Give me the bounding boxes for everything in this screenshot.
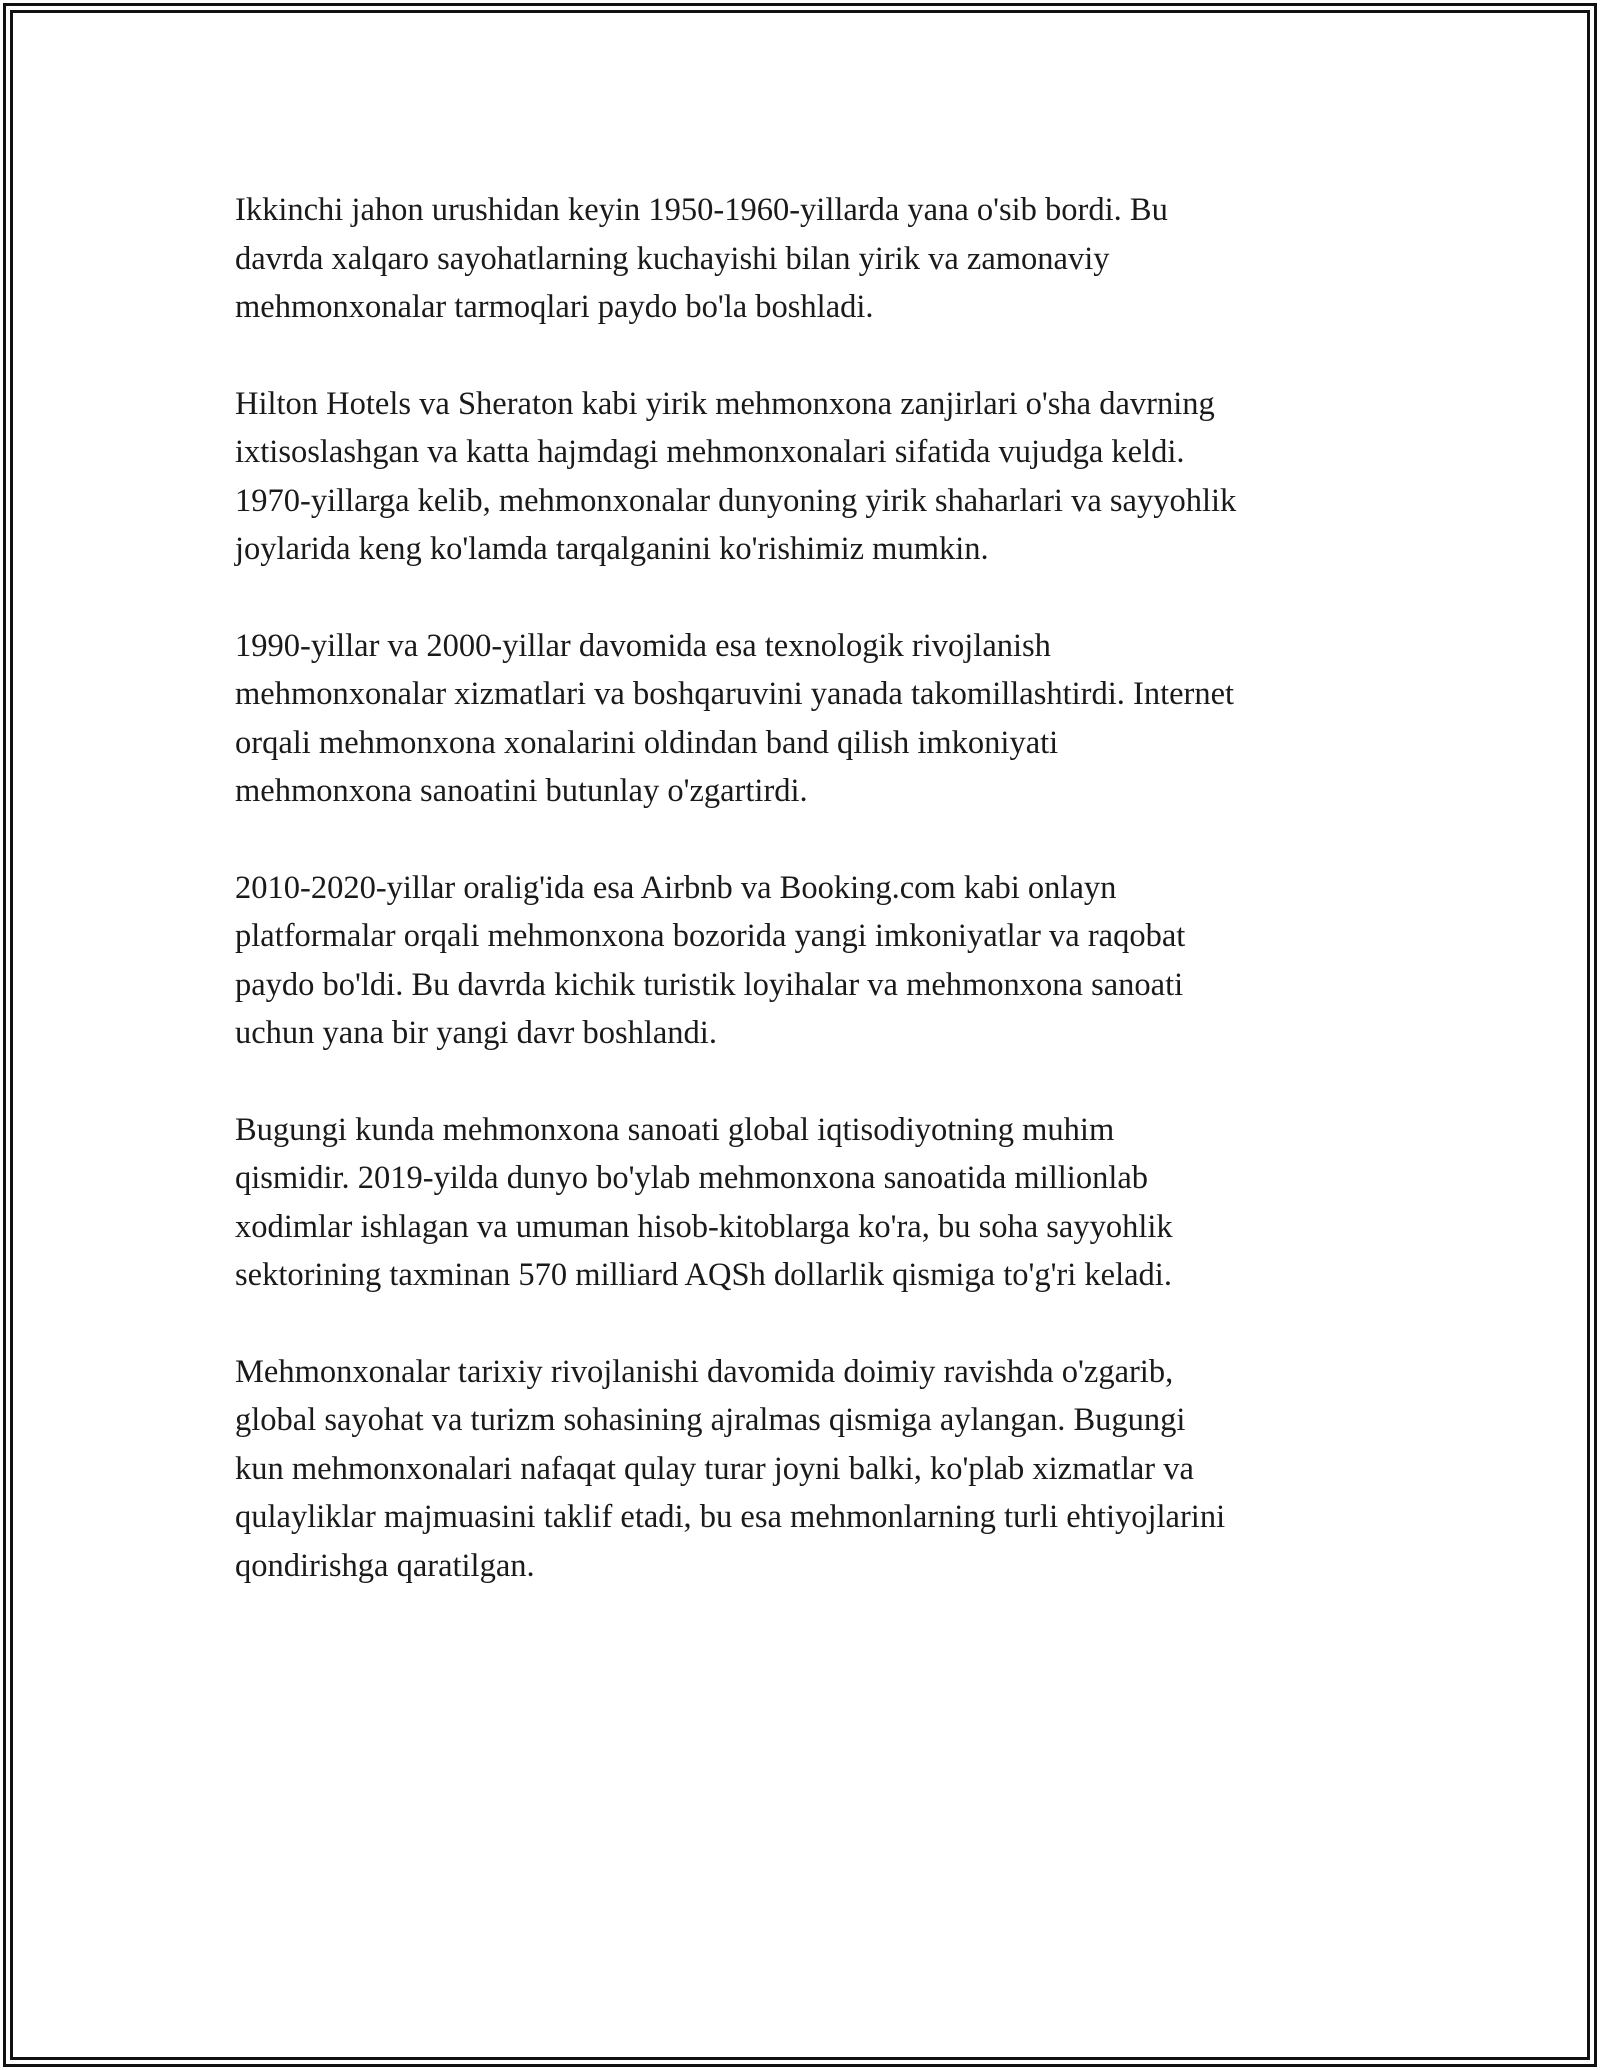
paragraph-conclusion: Mehmonxonalar tarixiy rivojlanishi davomida doimiy ravishda o'zgarib, global sayohat va turizm sohasining ajralmas qismiga aylangan. Bugungi kun mehmonxonalari nafaqat qulay turar joyni balki, ko'plab xizmatlar va qulayliklar majmuasini taklif etadi, bu esa mehmonlarning turli ehtiyojlarini qondirishga qaratilgan. — [235, 1353, 1226, 1584]
paragraph-online-platforms: 2010-2020-yillar oralig'ida esa Airbnb va Booking.com kabi onlayn platformalar orqali mehmonxona bozorida yangi imkoniyatlar va raqobat paydo bo'ldi. Bu davrda kichik turistik loyihalar va mehmonxona sanoati uchun yana bir yangi davr boshlandi. — [235, 869, 1186, 1051]
paragraph-technology: 1990-yillar va 2000-yillar davomida esa texnologik rivojlanish mehmonxonalar xizmatlari va boshqaruvini yanada takomillashtirdi. Internet orqali mehmonxona xonalarini oldindan band qilish imkoniyati mehmonxona sanoatini butunlay o'zgartirdi. — [235, 627, 1235, 809]
paragraph-postwar-growth: Ikkinchi jahon urushidan keyin 1950-1960-yillarda yana o'sib bordi. Bu davrda xalqaro sayohatlarning kuchayishi bilan yirik va zamonaviy mehmonxonalar tarmoqlari paydo bo'la boshladi. — [235, 192, 1168, 325]
paragraph-global-economy: Bugungi kunda mehmonxona sanoati global iqtisodiyotning muhim qismidir. 2019-yilda dunyo bo'ylab mehmonxona sanoatida millionlab xodimlar ishlagan va umuman hisob-kitoblarga ko'ra, bu soha sayyohlik sektorining taxminan 570 milliard AQSh dollarlik qismiga to'g'ri keladi. — [235, 1111, 1173, 1293]
document-body — [235, 186, 1380, 1638]
paragraph-hotel-chains: Hilton Hotels va Sheraton kabi yirik mehmonxona zanjirlari o'sha davrning ixtisoslashgan va katta hajmdagi mehmonxonalari sifatida vujudga keldi. 1970-yillarga kelib, mehmonxonalar dunyoning yirik shaharlari va sayyohlik joylarida keng ko'lamda tarqalganini ko'rishimiz mumkin. — [235, 385, 1237, 567]
